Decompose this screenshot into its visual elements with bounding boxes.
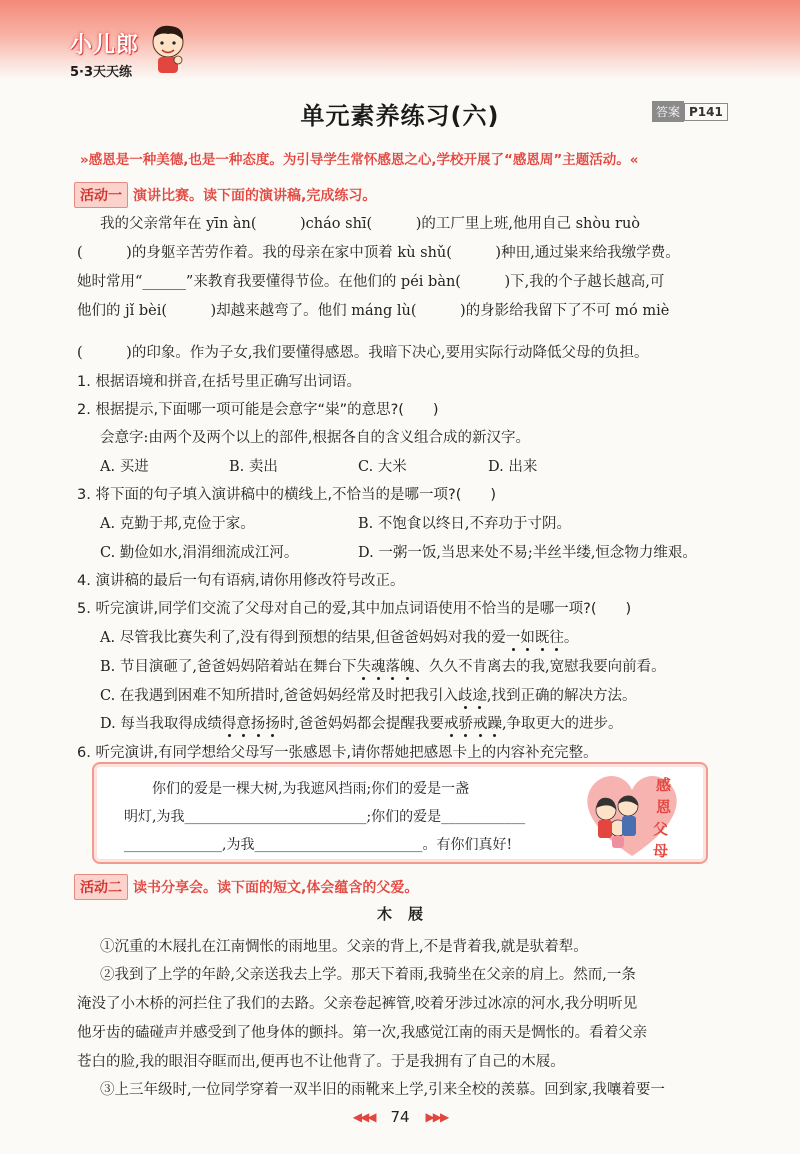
story-title: 木屐 xyxy=(376,905,439,923)
question-1: 1. 根据语境和拼音,在括号里正确写出词语。 xyxy=(77,374,362,390)
q2-option-a: A. 买进 xyxy=(100,459,149,475)
q5-option-c xyxy=(100,684,637,705)
brand-name: 小儿郎 xyxy=(70,33,140,58)
q5-option-a xyxy=(100,626,578,647)
emphasis-char: 魂 xyxy=(370,659,386,675)
emphasis-char: 落 xyxy=(385,659,400,675)
emphasis-char: 歧 xyxy=(457,688,473,704)
q5-option-d xyxy=(100,712,623,733)
gratitude-card xyxy=(92,762,708,864)
right-arrows-icon: ▶▶▶ xyxy=(425,1110,448,1124)
emphasis-char: 扬 xyxy=(250,716,266,732)
speech-line: 他们的 jǐ bèi( )却越来越弯了。他们 máng lù( )的身影给我留下了不可 mó miè xyxy=(77,303,670,319)
page-footer xyxy=(0,1108,800,1126)
story-paragraph: ②我到了上学的年龄,父亲送我去上学。那天下着雨,我骑坐在父亲的肩上。然而,一条 xyxy=(100,967,636,983)
mascot-icon xyxy=(148,22,188,74)
q5-c-text-end: ,找到正确的解决方法。 xyxy=(486,688,637,704)
q5-d-text-mid: 时,爸爸妈妈都会提醒我要 xyxy=(279,716,444,732)
question-3: 3. 将下面的句子填入演讲稿中的横线上,不恰当的是哪一项?( ) xyxy=(77,487,497,503)
q5-d-text-end: ,争取更大的进步。 xyxy=(501,716,623,732)
emphasis-char: 躁 xyxy=(487,716,502,732)
emphasis-char: 途 xyxy=(472,688,487,704)
family-heart-icon xyxy=(576,768,688,860)
q5-b-text-end: 、久久不肯离去的我,宽慰我要向前看。 xyxy=(414,659,666,675)
card-line: ______________,为我________________________。有你们真好! xyxy=(124,837,513,853)
left-arrows-icon: ◀◀◀ xyxy=(352,1110,375,1124)
speech-line: ( )的身躯辛苦劳作着。我的母亲在家中顶着 kù shǔ( )种田,通过粜来给我缴学费。 xyxy=(77,245,680,261)
emphasis-char: 既 xyxy=(534,630,550,646)
card-line: 你们的爱是一棵大树,为我遮风挡雨;你们的爱是一盏 xyxy=(152,781,470,797)
emphasis-char: 扬 xyxy=(265,716,280,732)
speech-line: 她时常用“______”来教育我要懂得节俭。在他们的 péi bàn( )下,我的个子越长越高,可 xyxy=(77,274,665,290)
question-2-hint: 会意字:由两个及两个以上的部件,根据各自的含义组合成的新汉字。 xyxy=(100,430,530,446)
story-paragraph: ①沉重的木屐扎在江南惆怅的雨地里。父亲的背上,不是背着我,就是驮着犁。 xyxy=(100,939,588,955)
q5-d-text: D. 每当我取得成绩 xyxy=(100,716,222,732)
q3-option-b: B. 不饱食以终日,不弃功于寸阴。 xyxy=(358,516,571,532)
q3-option-a: A. 克勤于邦,克俭于家。 xyxy=(100,516,255,532)
emphasis-char: 如 xyxy=(520,630,535,646)
q5-option-b xyxy=(100,655,666,676)
emphasis-char: 往 xyxy=(549,630,564,646)
story-paragraph: 淹没了小木桥的河拦住了我们的去路。父亲卷起裤管,咬着牙涉过冰凉的河水,我分明听见 xyxy=(77,996,638,1012)
activity-2-title: 读书分享会。读下面的短文,体会蕴含的父爱。 xyxy=(133,880,419,896)
emphasis-char: 失 xyxy=(356,659,371,675)
q2-option-d: D. 出来 xyxy=(488,459,538,475)
speech-line: 我的父亲常年在 yīn àn( )cháo shī( )的工厂里上班,他用自己 shòu ruò xyxy=(100,216,641,232)
activity-1-title: 演讲比赛。读下面的演讲稿,完成练习。 xyxy=(133,188,377,204)
activity-2-heading xyxy=(74,874,418,900)
brand-subtitle: 5·3天天练 xyxy=(70,65,133,80)
emphasis-char: 骄 xyxy=(458,716,473,732)
q5-a-text-end: 。 xyxy=(563,630,579,646)
q5-c-text: C. 在我遇到困难不知所措时,爸爸妈妈经常及时把我引入 xyxy=(100,688,458,704)
q3-option-c: C. 勤俭如水,涓涓细流成江河。 xyxy=(100,545,299,561)
story-paragraph: ③上三年级时,一位同学穿着一双半旧的雨靴来上学,引来全校的羡慕。回到家,我嚷着要一 xyxy=(100,1082,665,1098)
intro-text: »感恩是一种美德,也是一种态度。为引导学生常怀感恩之心,学校开展了“感恩周”主题活动。« xyxy=(80,152,639,168)
q5-b-text: B. 节目演砸了,爸爸妈妈陪着站在舞台下 xyxy=(100,659,357,675)
q5-d-dotted-word-1 xyxy=(222,716,280,732)
card-badge-char: 恩 xyxy=(656,798,672,816)
card-line: 明灯,为我__________________________;你们的爱是____________ xyxy=(124,809,526,825)
activity-1-tag: 活动一 xyxy=(74,182,128,208)
question-2: 2. 根据提示,下面哪一项可能是会意字“粜”的意思?( ) xyxy=(77,402,439,418)
answer-page: P141 xyxy=(684,103,728,121)
emphasis-char: 魄 xyxy=(399,659,415,675)
activity-2-tag: 活动二 xyxy=(74,874,128,900)
q5-a-dotted-word xyxy=(506,630,564,646)
card-badge-char: 父 xyxy=(653,820,669,838)
card-badge xyxy=(653,774,672,862)
q2-option-c: C. 大米 xyxy=(358,459,407,475)
q5-d-dotted-word-2 xyxy=(444,716,502,732)
speech-line: ( )的印象。作为子女,我们要懂得感恩。我暗下决心,要用实际行动降低父母的负担。 xyxy=(77,345,649,361)
q3-option-d: D. 一粥一饭,当思来处不易;半丝半缕,恒念物力维艰。 xyxy=(358,545,697,561)
card-badge-char: 母 xyxy=(653,842,669,860)
story-paragraph: 苍白的脸,我的眼泪夺眶而出,便再也不让他背了。于是我拥有了自己的木屐。 xyxy=(77,1054,565,1070)
emphasis-char: 一 xyxy=(505,630,521,646)
q5-a-text: A. 尽管我比赛失利了,没有得到预想的结果,但爸爸妈妈对我的爱 xyxy=(100,630,506,646)
story-paragraph: 他牙齿的磕碰声并感受到了他身体的颤抖。第一次,我感觉江南的雨天是惆怅的。看着父亲 xyxy=(77,1025,648,1041)
answer-reference xyxy=(652,101,728,122)
q5-b-dotted-word xyxy=(356,659,414,675)
q5-c-dotted-word xyxy=(458,688,487,704)
question-5: 5. 听完演讲,同学们交流了父母对自己的爱,其中加点词语使用不恰当的是哪一项?( ) xyxy=(77,601,632,617)
emphasis-char: 戒 xyxy=(472,716,488,732)
emphasis-char: 意 xyxy=(236,716,251,732)
page-number: 74 xyxy=(390,1108,410,1126)
answer-label: 答案 xyxy=(652,101,684,122)
brand-logo xyxy=(70,28,139,80)
card-badge-char: 感 xyxy=(656,776,672,794)
page-title: 单元素养练习(六) xyxy=(300,102,500,130)
emphasis-char: 得 xyxy=(221,716,237,732)
question-4: 4. 演讲稿的最后一句有语病,请你用修改符号改正。 xyxy=(77,573,405,589)
question-6: 6. 听完演讲,有同学想给父母写一张感恩卡,请你帮她把感恩卡上的内容补充完整。 xyxy=(77,745,598,761)
activity-1-heading xyxy=(74,182,376,208)
q2-option-b: B. 卖出 xyxy=(229,459,278,475)
emphasis-char: 戒 xyxy=(443,716,459,732)
